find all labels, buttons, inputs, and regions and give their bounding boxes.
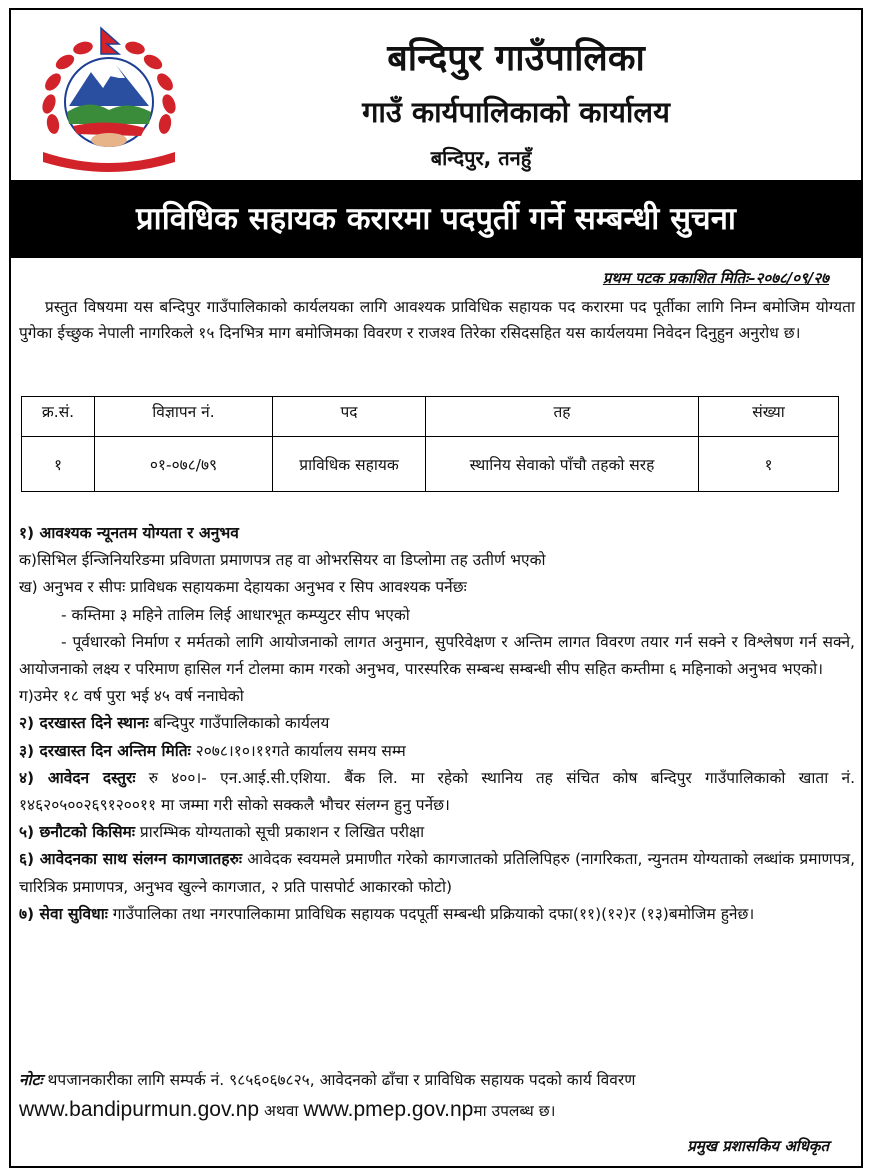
section-label: ६) आवेदनका साथ संलग्न कागजातहरुः	[19, 850, 242, 869]
section-heading: १) आवश्यक न्यूनतम योग्यता र अनुभव	[19, 524, 239, 542]
section-label: ३) दरखास्त दिन अन्तिम मितिः	[19, 741, 191, 760]
column-header: क्र.सं.	[22, 397, 95, 437]
column-header: पद	[273, 397, 426, 437]
signature-title: प्रमुख प्रशासकिय अधिकृत	[687, 1137, 829, 1155]
section-label: २) दरखास्त दिने स्थानः	[19, 714, 149, 733]
table-cell: ०१-०७८/७९	[95, 437, 273, 492]
website-link-pmep[interactable]: www.pmep.gov.np	[303, 1098, 474, 1121]
section-text: गाउँपालिका तथा नगरपालिकामा प्राविधिक सहायक पदपूर्ती सम्बन्धी प्रक्रियाको दफा(११)(१२)र (१३)बमोजिम हुनेछ।	[107, 904, 755, 923]
header	[11, 10, 861, 178]
table-cell: १	[22, 437, 95, 492]
table-cell: १	[699, 437, 839, 492]
org-name: बन्दिपुर गाउँपालिका	[387, 38, 645, 79]
notice-body	[19, 520, 855, 928]
office-location: बन्दिपुर, तनहुँ	[430, 146, 532, 170]
office-name: गाउँ कार्यपालिकाको कार्यालय	[362, 95, 670, 129]
section-facilities	[19, 901, 855, 928]
note-label: नोटः	[19, 1071, 43, 1089]
section-text: आवेदक स्वयमले प्रमाणीत गरेको कागजातको प्रतिलिपिहरु (नागरिकता, न्युनतम योग्यताको लब्धांक प्रमाणपत्र, चारित्रिक प्रमाणपत्र, अनुभव खुल्ने कागजात, २ प्रति पासपोर्ट आकारको फोटो)	[19, 850, 855, 896]
requirement-item: ग)उमेर १८ वर्ष पुरा भई ४५ वर्ष ननाघेको	[19, 687, 244, 706]
requirement-subitem: - पूर्वधारको निर्माण र मर्मतको लागि आयोजनाको लागत अनुमान, सुपरिवेक्षण र अन्तिम लागत विवरण तयार गर्न सक्ने र विश्लेषण गर्न सक्ने, आयोजनाको लक्ष्य र परिमाण हासिल गर्न टोलमा काम गरको अनुभव, पारस्परिक सम्बन्ध सम्बन्धी सीप सहित कम्तीमा ६ महिनाको अनुभव भएको।	[19, 632, 855, 679]
nepal-government-emblem-icon	[29, 24, 189, 172]
section-deadline	[19, 738, 855, 765]
requirement-subitem: - कम्तिमा ३ महिने तालिम लिई आधारभूत कम्प्युटर सीप भएको	[61, 605, 410, 624]
note-tail: मा उपलब्ध छ।	[473, 1102, 556, 1120]
section-label: ४) आवेदन दस्तुरः	[19, 768, 136, 787]
section-required-documents	[19, 846, 855, 900]
section-text: बन्दिपुर गाउँपालिकाको कार्यलय	[148, 714, 330, 733]
section-label: ७) सेवा सुविधाः	[19, 904, 108, 923]
section-label: ५) छनौटको किसिमः	[19, 823, 135, 842]
section-application-fee	[19, 765, 855, 819]
table-row	[22, 437, 839, 492]
note-text: थपजानकारीका लागि सम्पर्क नं. ९८५६०६७८२५, आवेदनको ढाँचा र प्राविधिक सहायक पदको कार्य विवरण	[42, 1071, 636, 1089]
section-application-place	[19, 710, 855, 737]
section-text: रु ४००।- एन.आई.सी.एशिया. बैंक लि. मा रहेको स्थानिय तह संचित कोष बन्दिपुर गाउँपालिकाको खाता नं. १४६२०५००२६९१२००११ मा जम्मा गरी सोको सक्कलै भौचर संलग्न हुनु पर्नेछ।	[19, 768, 855, 815]
notice-page	[9, 8, 863, 1168]
section-text: प्रारम्भिक योग्यताको सूची प्रकाशन र लिखित परीक्षा	[134, 823, 425, 842]
website-link-bandipur[interactable]: www.bandipurmun.gov.np	[19, 1098, 260, 1121]
column-header: संख्या	[699, 397, 839, 437]
section-text: २०७८।१०।११गते कार्यालय समय सम्म	[190, 741, 406, 760]
publication-date: प्रथम पटक प्रकाशित मितिः–२०७८/०९/२७	[602, 269, 829, 287]
column-header: तह	[426, 397, 699, 437]
note-or: अथवा	[259, 1102, 304, 1120]
requirement-item: ख) अनुभव र सीपः प्राविधक सहायकमा देहायका अनुभव र सिप आवश्यक पर्नेछः	[19, 578, 467, 597]
table-cell: प्राविधिक सहायक	[273, 437, 426, 492]
note-paragraph	[19, 1066, 855, 1126]
intro-paragraph: प्रस्तुत विषयमा यस बन्दिपुर गाउँपालिकाको कार्यलयका लागि आवश्यक प्राविधिक सहायक पद करारमा पद पूर्तीका लागि निम्न बमोजिम योग्यता पुगेका ईच्छुक नेपाली नागरिकले १५ दिनभित्र माग बमोजिमका विवरण र राजश्व तिरेका रसिदसहित यस कार्यलयमा निवेदन दिनुहुन अनुरोध छ।	[19, 298, 855, 342]
section-selection-method	[19, 819, 855, 846]
column-header: विज्ञापन नं.	[95, 397, 273, 437]
notice-title-banner: प्राविधिक सहायक करारमा पदपुर्ती गर्ने सम्बन्धी सुचना	[11, 180, 861, 258]
vacancy-table	[21, 396, 839, 492]
table-cell: स्थानिय सेवाको पाँचौ तहको सरह	[426, 437, 699, 492]
requirement-item: क)सिभिल ईन्जिनियरिङमा प्रविणता प्रमाणपत्र तह वा ओभरसियर वा डिप्लोमा तह उतीर्ण भएको	[19, 551, 546, 570]
table-header-row	[22, 397, 839, 437]
